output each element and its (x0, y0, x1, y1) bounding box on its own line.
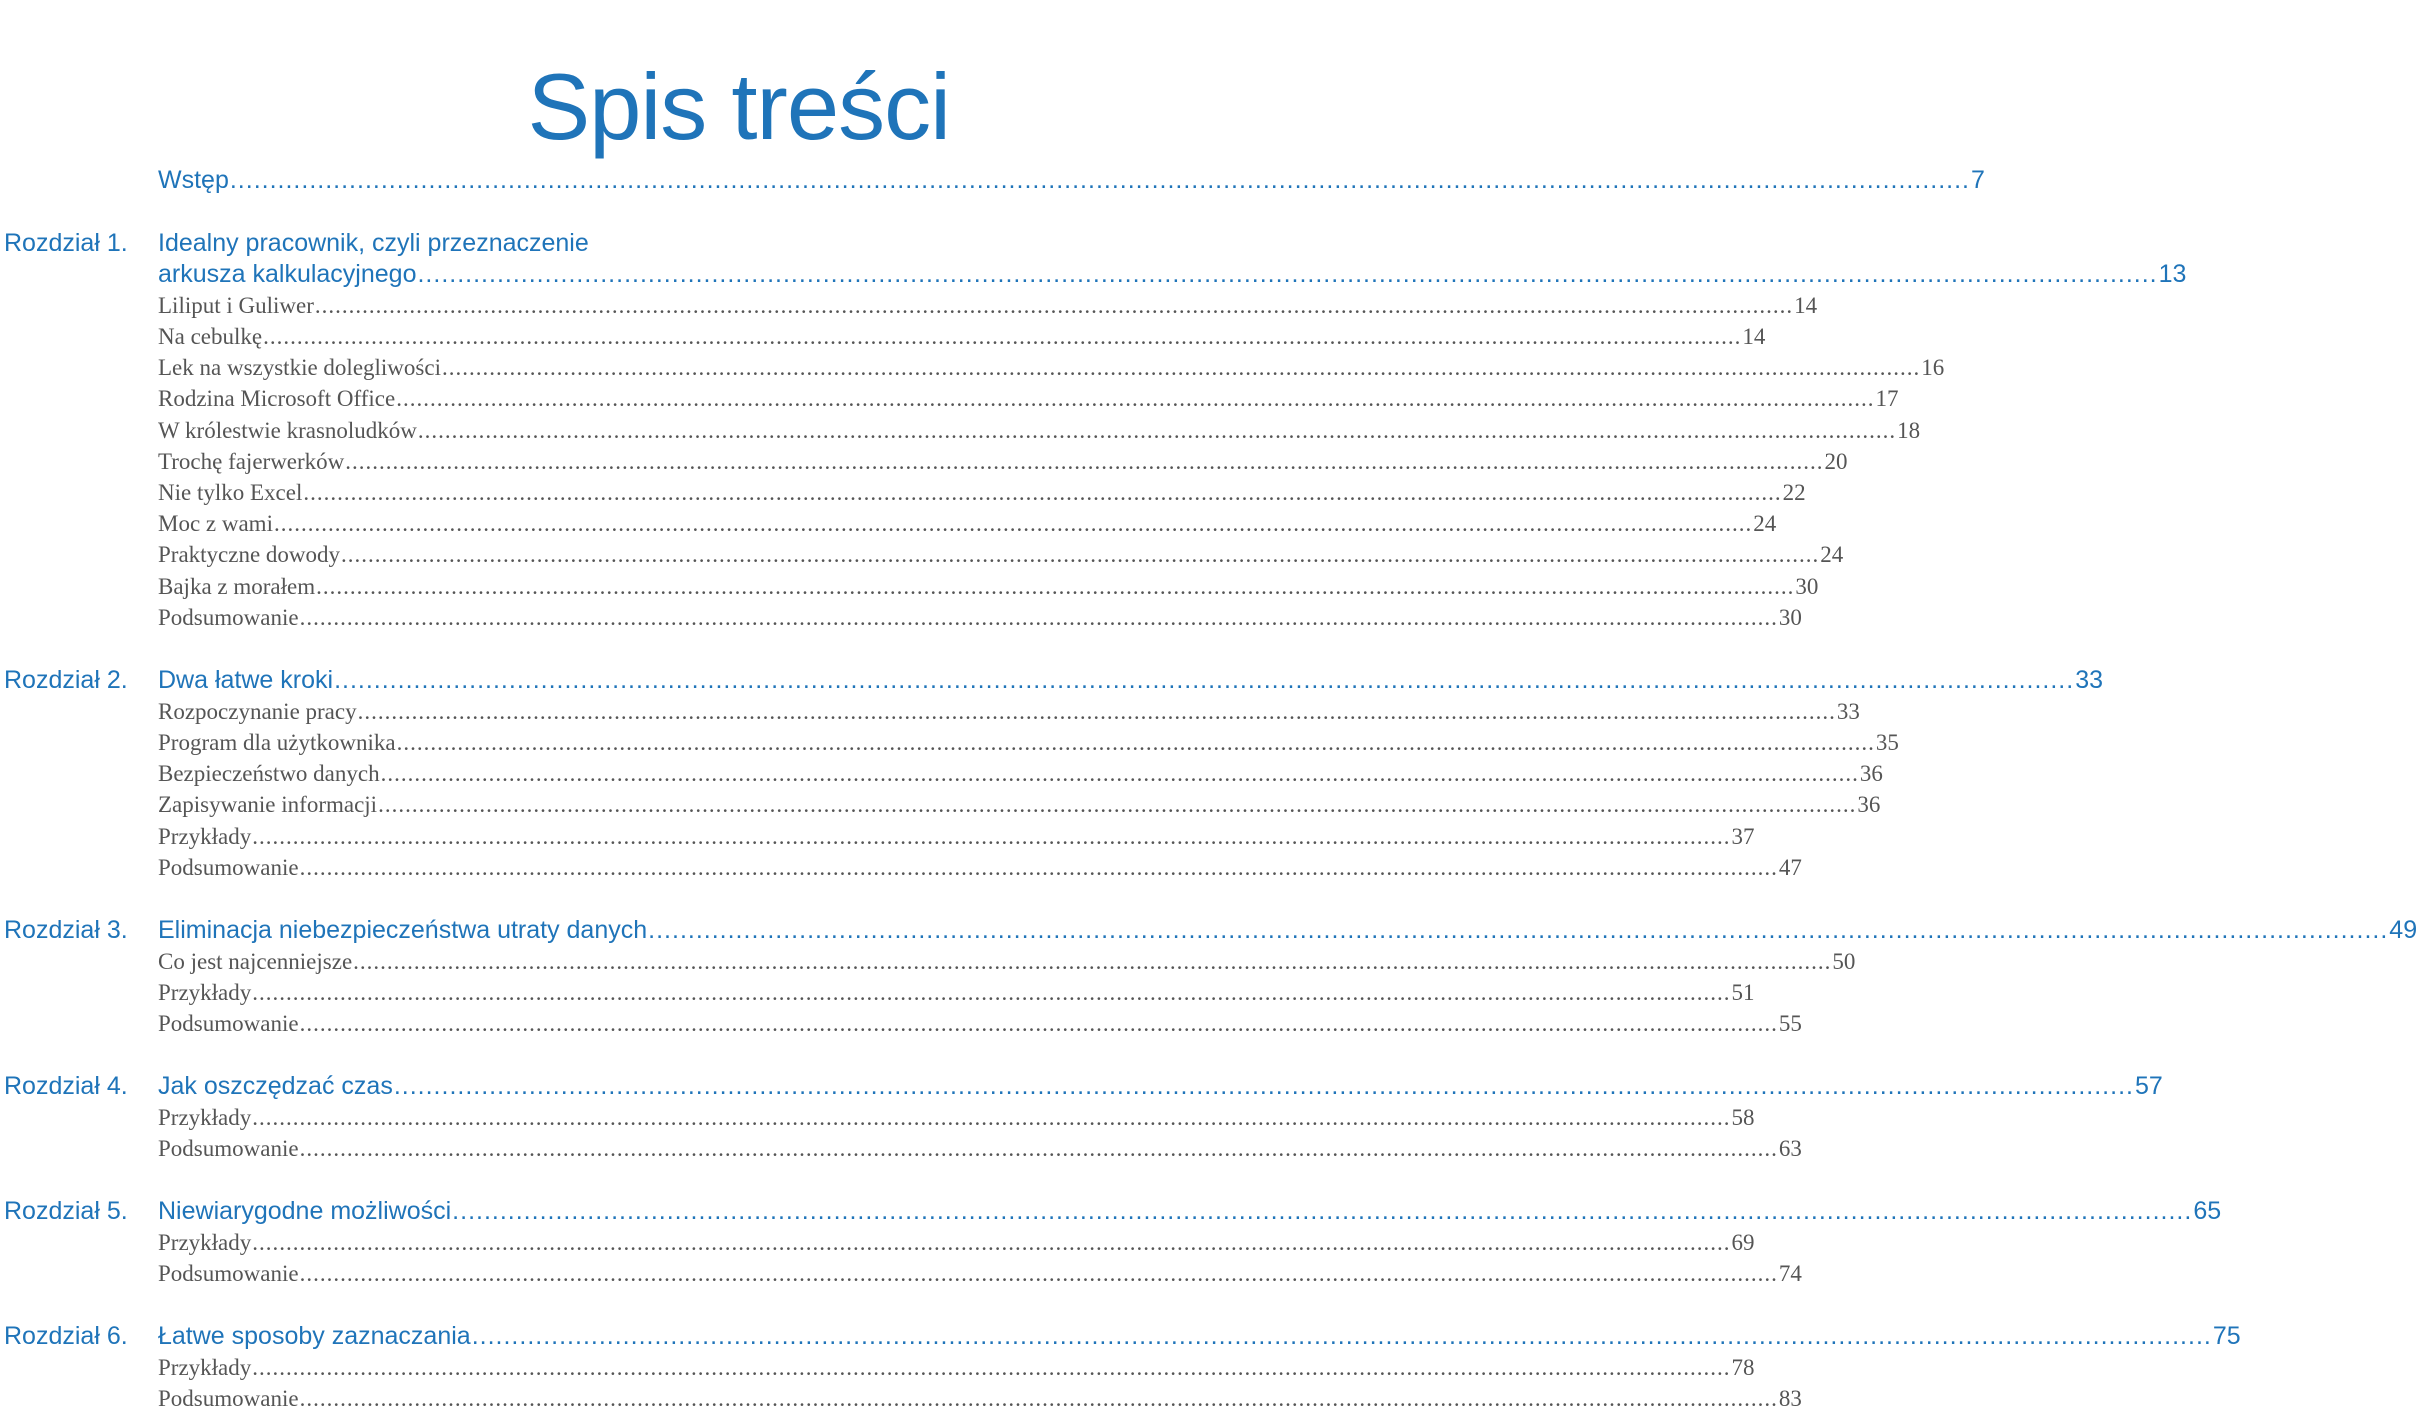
leader-dots: ........................................................................................................................................................................................................................... (378, 792, 1857, 817)
toc-entry-section[interactable] (158, 792, 1881, 818)
toc-entry-section[interactable] (158, 449, 1848, 475)
entry-label: Praktyczne dowody (158, 542, 341, 567)
page-number: 74 (1778, 1261, 1802, 1286)
entry-label: Podsumowanie (158, 1261, 299, 1286)
leader-dots: ........................................................................................................................................................................................................................... (357, 699, 1836, 724)
page-number: 14 (1742, 324, 1766, 349)
chapter-label: Rozdział 3. (4, 916, 128, 944)
entry-label: Podsumowanie (158, 1011, 299, 1036)
leader-dots: ........................................................................................................................................................................................................................... (252, 1105, 1731, 1130)
entry-label: Lek na wszystkie dolegliwości (158, 355, 441, 380)
leader-dots: ........................................................................................................................................................................................................................... (314, 293, 1794, 318)
chapter-title: Eliminacja niebezpieczeństwa utraty danych (158, 916, 648, 944)
leader-dots: ........................................................................................................................................................................................................................... (263, 324, 1742, 349)
page-number: 24 (1820, 542, 1844, 567)
toc-entry-section[interactable] (158, 699, 1860, 725)
page-number: 24 (1753, 511, 1777, 536)
page-number: 30 (1795, 574, 1819, 599)
toc-entry-section[interactable] (158, 511, 1777, 537)
toc-entry-chapter[interactable] (158, 260, 2187, 289)
toc-entry-chapter[interactable] (158, 1322, 2241, 1351)
toc-entry-section[interactable] (158, 418, 1921, 444)
leader-dots: ........................................................................................................................................................................................................................... (299, 1261, 1778, 1286)
entry-label: Trochę fajerwerków (158, 449, 345, 474)
entry-label: Nie tylko Excel (158, 480, 303, 505)
chapter-title: Jak oszczędzać czas (158, 1072, 393, 1100)
page-number: 55 (1778, 1011, 1802, 1036)
page-number: 50 (1832, 949, 1856, 974)
leader-dots: ........................................................................................................................................................................................................................... (648, 916, 2389, 944)
entry-label: Liliput i Guliwer (158, 293, 314, 318)
entry-label: Podsumowanie (158, 855, 299, 880)
toc-entry-section[interactable] (158, 1261, 1802, 1287)
toc-entry-section[interactable] (158, 1011, 1802, 1037)
page-number: 75 (2212, 1322, 2241, 1350)
leader-dots: ........................................................................................................................................................................................................................... (471, 1322, 2212, 1350)
toc-entry-chapter[interactable] (158, 666, 2104, 695)
toc-entry-section[interactable] (158, 574, 1819, 600)
page-number: 33 (2075, 666, 2104, 694)
page-number: 83 (1778, 1386, 1802, 1411)
page-number: 13 (2158, 260, 2187, 288)
leader-dots: ........................................................................................................................................................................................................................... (393, 1072, 2134, 1100)
page-number: 22 (1782, 480, 1806, 505)
leader-dots: ........................................................................................................................................................................................................................... (229, 166, 1970, 194)
leader-dots: ........................................................................................................................................................................................................................... (452, 1197, 2193, 1225)
page-number: 78 (1731, 1355, 1755, 1380)
page-number: 36 (1857, 792, 1881, 817)
toc-entry-chapter[interactable] (158, 916, 2417, 945)
page-number: 49 (2389, 916, 2417, 944)
entry-label: Podsumowanie (158, 605, 299, 630)
chapter-title: Dwa łatwe kroki (158, 666, 334, 694)
entry-label: Przykłady (158, 1230, 252, 1255)
leader-dots: ........................................................................................................................................................................................................................... (252, 1355, 1731, 1380)
page-number: 37 (1731, 824, 1755, 849)
toc-entry-chapter[interactable] (158, 1072, 2163, 1101)
toc-entry-section[interactable] (158, 293, 1818, 319)
leader-dots: ........................................................................................................................................................................................................................... (316, 574, 1795, 599)
leader-dots: ........................................................................................................................................................................................................................... (396, 386, 1875, 411)
entry-label: Bajka z morałem (158, 574, 316, 599)
entry-label: Na cebulkę (158, 324, 263, 349)
page-number: 33 (1836, 699, 1860, 724)
page-number: 18 (1897, 418, 1921, 443)
leader-dots: ........................................................................................................................................................................................................................... (334, 666, 2075, 694)
page-number: 30 (1778, 605, 1802, 630)
chapter-label: Rozdział 6. (4, 1322, 128, 1350)
page-number: 63 (1778, 1136, 1802, 1161)
entry-label: Program dla użytkownika (158, 730, 396, 755)
leader-dots: ........................................................................................................................................................................................................................... (441, 355, 1921, 380)
leader-dots: ........................................................................................................................................................................................................................... (299, 605, 1778, 630)
page-number: 57 (2134, 1072, 2163, 1100)
leader-dots: ........................................................................................................................................................................................................................... (345, 449, 1824, 474)
leader-dots: ........................................................................................................................................................................................................................... (299, 1011, 1778, 1036)
chapter-title-line2: arkusza kalkulacyjnego (158, 260, 417, 288)
entry-label: Moc z wami (158, 511, 273, 536)
page-number: 58 (1731, 1105, 1755, 1130)
leader-dots: ........................................................................................................................................................................................................................... (303, 480, 1782, 505)
page-number: 14 (1794, 293, 1818, 318)
entry-label: Zapisywanie informacji (158, 792, 378, 817)
entry-label: Rodzina Microsoft Office (158, 386, 396, 411)
page-number: 51 (1731, 980, 1755, 1005)
toc-entry-section[interactable] (158, 949, 1856, 975)
leader-dots: ........................................................................................................................................................................................................................... (380, 761, 1859, 786)
chapter-label: Rozdział 1. (4, 229, 128, 257)
toc-entry-section[interactable] (158, 1355, 1755, 1381)
page-number: 36 (1859, 761, 1883, 786)
entry-label: W królestwie krasnoludków (158, 418, 417, 443)
page-number: 16 (1921, 355, 1945, 380)
toc-entry-section[interactable] (158, 761, 1883, 787)
toc-entry-section[interactable] (158, 1105, 1755, 1131)
chapter-title-line1[interactable]: Idealny pracownik, czyli przeznaczenie (158, 229, 589, 257)
toc-entry-section[interactable] (158, 1136, 1802, 1162)
page-number: 69 (1731, 1230, 1755, 1255)
leader-dots: ........................................................................................................................................................................................................................... (353, 949, 1832, 974)
chapter-label: Rozdział 5. (4, 1197, 128, 1225)
page-number: 7 (1971, 166, 1985, 194)
toc-entry-section[interactable] (158, 980, 1755, 1006)
chapter-title: Łatwe sposoby zaznaczania (158, 1322, 471, 1350)
toc-entry-section[interactable] (158, 855, 1802, 881)
leader-dots: ........................................................................................................................................................................................................................... (396, 730, 1875, 755)
leader-dots: ........................................................................................................................................................................................................................... (252, 1230, 1731, 1255)
entry-label: Przykłady (158, 1355, 252, 1380)
leader-dots: ........................................................................................................................................................................................................................... (417, 260, 2158, 288)
page-number: 65 (2193, 1197, 2222, 1225)
toc-entry-section[interactable] (158, 1230, 1755, 1256)
page-title: Spis treści (527, 53, 950, 159)
entry-label: Przykłady (158, 980, 252, 1005)
leader-dots: ........................................................................................................................................................................................................................... (299, 1136, 1778, 1161)
leader-dots: ........................................................................................................................................................................................................................... (299, 1386, 1778, 1411)
entry-label: Co jest najcenniejsze (158, 949, 353, 974)
entry-label: Wstęp (158, 166, 229, 194)
entry-label: Podsumowanie (158, 1136, 299, 1161)
toc-entry-chapter[interactable] (158, 1197, 2222, 1226)
toc-entry-intro[interactable] (158, 166, 1985, 195)
page-number: 20 (1824, 449, 1848, 474)
entry-label: Podsumowanie (158, 1386, 299, 1411)
leader-dots: ........................................................................................................................................................................................................................... (273, 511, 1753, 536)
leader-dots: ........................................................................................................................................................................................................................... (341, 542, 1820, 567)
chapter-label: Rozdział 2. (4, 666, 128, 694)
toc-entry-section[interactable] (158, 605, 1802, 631)
entry-label: Przykłady (158, 824, 252, 849)
page-number: 17 (1875, 386, 1899, 411)
toc-entry-section[interactable] (158, 324, 1766, 350)
toc-entry-section[interactable] (158, 355, 1945, 381)
toc-entry-section[interactable] (158, 542, 1844, 568)
leader-dots: ........................................................................................................................................................................................................................... (417, 418, 1897, 443)
chapter-title: Niewiarygodne możliwości (158, 1197, 452, 1225)
toc-entry-section[interactable] (158, 824, 1755, 850)
toc-entry-section[interactable] (158, 386, 1899, 412)
page-number: 47 (1778, 855, 1802, 880)
entry-label: Bezpieczeństwo danych (158, 761, 380, 786)
toc-entry-section[interactable] (158, 730, 1899, 756)
page-number: 35 (1875, 730, 1899, 755)
leader-dots: ........................................................................................................................................................................................................................... (252, 824, 1731, 849)
toc-entry-section[interactable] (158, 1386, 1802, 1412)
toc-entry-section[interactable] (158, 480, 1806, 506)
entry-label: Rozpoczynanie pracy (158, 699, 357, 724)
entry-label: Przykłady (158, 1105, 252, 1130)
leader-dots: ........................................................................................................................................................................................................................... (299, 855, 1778, 880)
chapter-label: Rozdział 4. (4, 1072, 128, 1100)
leader-dots: ........................................................................................................................................................................................................................... (252, 980, 1731, 1005)
